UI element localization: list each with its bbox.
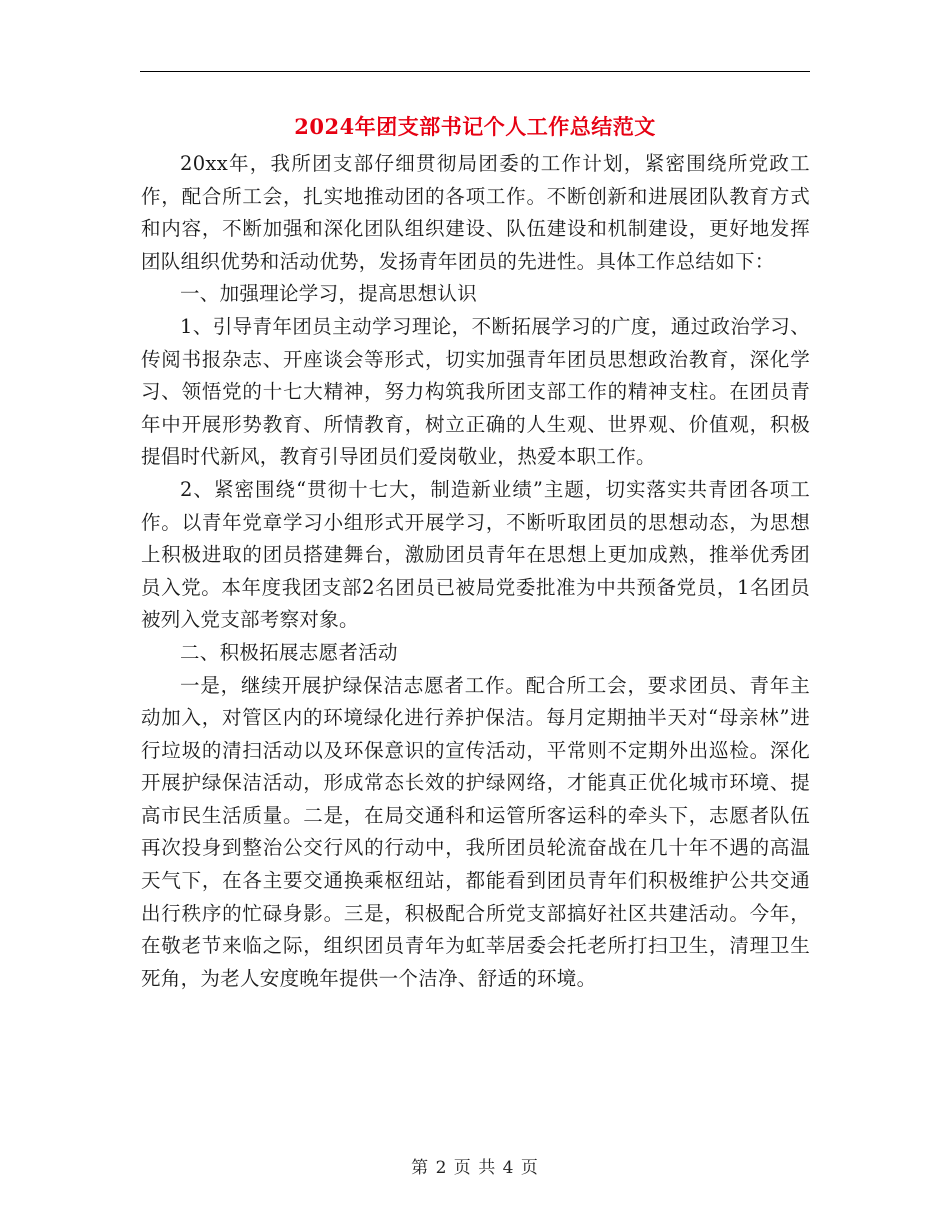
document-title: 2024年团支部书记个人工作总结范文 xyxy=(294,114,656,139)
paragraph-volunteer: 一是，继续开展护绿保洁志愿者工作。配合所工会，要求团员、青年主动加入，对管区内的环境绿化进行养护保洁。每月定期抽半天对“母亲林”进行垃圾的清扫活动以及环保意识的宣传活动，平常则不定期外出巡检。深化开展护绿保洁活动，形成常态长效的护绿网络，才能真正优化城市环境、提高市民生活质量。二是，在局交通科和运管所客运科的牵头下，志愿者队伍再次投身到整治公交行风的行动中，我所团员轮流奋战在几十年不遇的高温天气下，在各主要交通换乘枢纽站，都能看到团员青年们积极维护公共交通出行秩序的忙碌身影。三是，积极配合所党支部搞好社区共建活动。今年，在敬老节来临之际，组织团员青年为虹莘居委会托老所打扫卫生，清理卫生死角，为老人安度晚年提供一个洁净、舒适的环境。 xyxy=(141,673,810,990)
header-rule xyxy=(140,71,810,72)
document-body xyxy=(141,148,810,995)
intro-paragraph: 20xx年，我所团支部仔细贯彻局团委的工作计划，紧密围绕所党政工作，配合所工会，扎实地推动团的各项工作。不断创新和进展团队教育方式和内容，不断加强和深化团队组织建设、队伍建设和机制建设，更好地发挥团队组织优势和活动优势，发扬青年团员的先进性。具体工作总结如下： xyxy=(141,152,810,273)
section-heading-2: 二、积极拓展志愿者活动 xyxy=(180,640,398,664)
paragraph-item-2: 2、紧密围绕“贯彻十七大，制造新业绩”主题，切实落实共青团各项工作。以青年党章学习小组形式开展学习，不断听取团员的思想动态，为思想上积极进取的团员搭建舞台，激励团员青年在思想上更加成熟，推举优秀团员入党。本年度我团支部2名团员已被局党委批准为中共预备党员，1名团员被列入党支部考察对象。 xyxy=(141,477,810,632)
page-footer: 第 2 页 共 4 页 xyxy=(411,1158,539,1178)
section-heading-1: 一、加强理论学习，提高思想认识 xyxy=(180,282,478,306)
paragraph-item-1: 1、引导青年团员主动学习理论，不断拓展学习的广度，通过政治学习、传阅书报杂志、开座谈会等形式，切实加强青年团员思想政治教育，深化学习、领悟党的十七大精神，努力构筑我所团支部工作的精神支柱。在团员青年中开展形势教育、所情教育，树立正确的人生观、世界观、价值观，积极提倡时代新风，教育引导团员们爱岗敬业，热爱本职工作。 xyxy=(141,314,810,469)
